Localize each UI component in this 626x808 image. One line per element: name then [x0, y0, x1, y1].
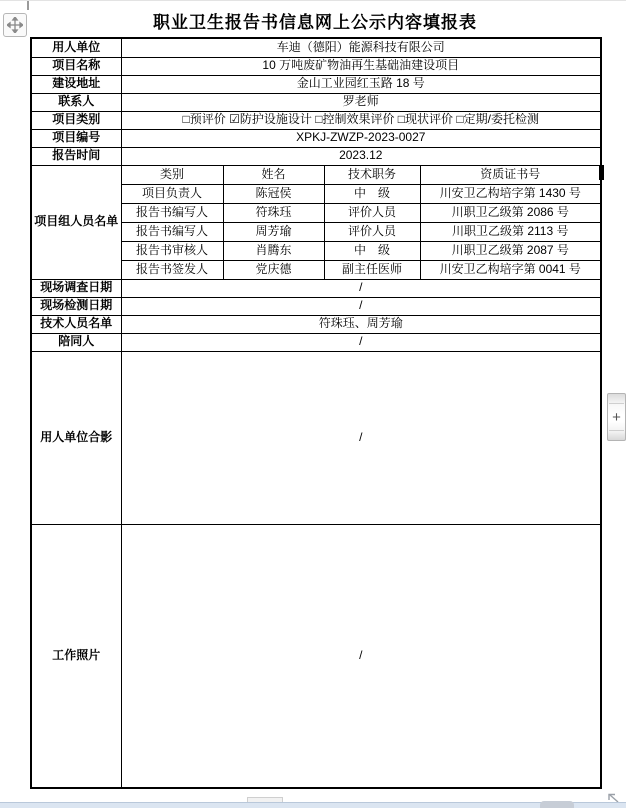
- member-name: 肖腾东: [223, 241, 324, 260]
- margin-tick: [27, 1, 29, 10]
- widget-divider: [609, 403, 624, 404]
- form-row: [31, 57, 601, 75]
- member-title: 中 级: [324, 241, 420, 260]
- row-label: 报告时间: [31, 147, 121, 165]
- table-move-handle[interactable]: [3, 13, 27, 37]
- team-section-label: 项目组人员名单: [31, 165, 121, 279]
- form-row: [31, 315, 601, 333]
- row-label: 项目类别: [31, 111, 121, 129]
- row-value: 车迪（德阳）能源科技有限公司: [121, 38, 601, 57]
- member-name: 符珠珏: [223, 203, 324, 222]
- form-row: [31, 129, 601, 147]
- member-name: 陈冠侯: [223, 184, 324, 203]
- member-category: 报告书编写人: [121, 222, 223, 241]
- form-row: [31, 93, 601, 111]
- row-label: 项目编号: [31, 129, 121, 147]
- add-row-button[interactable]: [607, 393, 626, 441]
- member-title: 副主任医师: [324, 260, 420, 279]
- row-label: 用人单位: [31, 38, 121, 57]
- row-label: 联系人: [31, 93, 121, 111]
- report-form-table: [30, 37, 602, 789]
- row-value: /: [121, 279, 601, 297]
- row-value: 10 万吨废矿物油再生基础油建设项目: [121, 57, 601, 75]
- row-value: 罗老师: [121, 93, 601, 111]
- widget-divider: [609, 430, 624, 431]
- member-cert: 川安卫乙构培字第 1430 号: [420, 184, 601, 203]
- row-label: 陪同人: [31, 333, 121, 351]
- row-value: /: [121, 297, 601, 315]
- team-col-header: 资质证书号: [420, 165, 601, 184]
- member-cert: 川安卫乙构培字第 0041 号: [420, 260, 601, 279]
- member-title: 中 级: [324, 184, 420, 203]
- team-col-header: 技术职务: [324, 165, 420, 184]
- window-bottom-strip: [0, 802, 626, 808]
- member-cert: 川职卫乙级第 2113 号: [420, 222, 601, 241]
- row-value: XPKJ-ZWZP-2023-0027: [121, 129, 601, 147]
- member-cert: 川职卫乙级第 2087 号: [420, 241, 601, 260]
- row-label: 建设地址: [31, 75, 121, 93]
- member-cert: 川职卫乙级第 2086 号: [420, 203, 601, 222]
- row-label: 用人单位合影: [31, 351, 121, 524]
- row-value: 金山工业园红玉路 18 号: [121, 75, 601, 93]
- plus-icon: +: [612, 408, 621, 426]
- page-title: 职业卫生报告书信息网上公示内容填报表: [153, 13, 477, 32]
- member-category: 项目负责人: [121, 184, 223, 203]
- row-value: 2023.12: [121, 147, 601, 165]
- row-label: 现场检测日期: [31, 297, 121, 315]
- row-label: 项目名称: [31, 57, 121, 75]
- row-label: 现场调查日期: [31, 279, 121, 297]
- form-row-project-category: [31, 111, 601, 129]
- member-category: 报告书签发人: [121, 260, 223, 279]
- form-row: [31, 75, 601, 93]
- member-name: 周芳瑜: [223, 222, 324, 241]
- team-col-header: 类别: [121, 165, 223, 184]
- work-photo-cell: /: [121, 524, 601, 788]
- work-photo-row: [31, 524, 601, 788]
- row-value: 符珠珏、周芳瑜: [121, 315, 601, 333]
- form-row: [31, 333, 601, 351]
- team-header-row: [31, 165, 601, 184]
- company-photo-cell: /: [121, 351, 601, 524]
- member-title: 评价人员: [324, 203, 420, 222]
- row-label: 工作照片: [31, 524, 121, 788]
- row-label: 技术人员名单: [31, 315, 121, 333]
- form-row: [31, 297, 601, 315]
- form-row: [31, 279, 601, 297]
- member-title: 评价人员: [324, 222, 420, 241]
- team-col-header: 姓名: [223, 165, 324, 184]
- company-photo-row: [31, 351, 601, 524]
- text-cursor-caret: [599, 165, 604, 180]
- member-category: 报告书审核人: [121, 241, 223, 260]
- member-name: 党庆德: [223, 260, 324, 279]
- row-value: /: [121, 333, 601, 351]
- form-row: [31, 38, 601, 57]
- move-icon: [7, 17, 23, 33]
- form-row: [31, 147, 601, 165]
- member-category: 报告书编写人: [121, 203, 223, 222]
- category-checkboxes[interactable]: □预评价 ☑防护设施设计 □控制效果评价 □现状评价 □定期/委托检测: [121, 111, 601, 129]
